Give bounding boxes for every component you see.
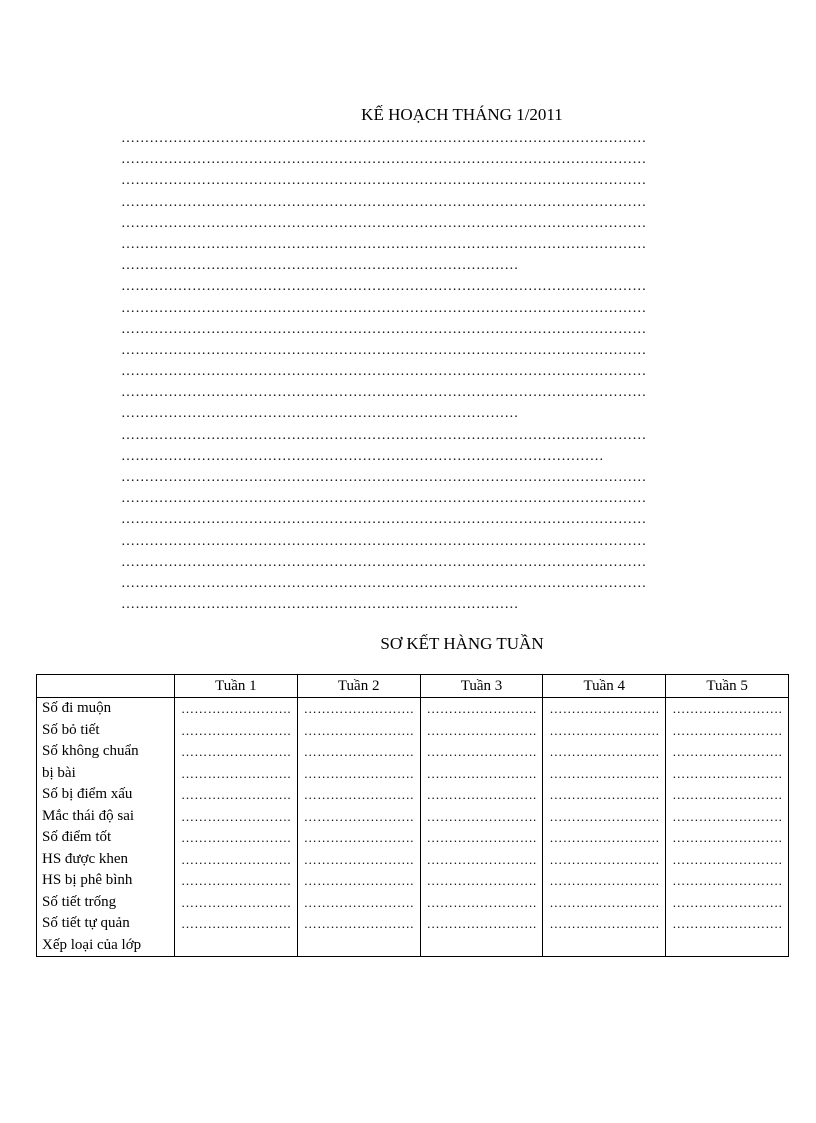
class-rating-entry[interactable] xyxy=(298,935,420,957)
dotted-line: ………………………………………………………………………… xyxy=(121,597,519,613)
dotted-line: ………………………………………………………………………………………………… xyxy=(121,152,647,168)
plan-dotted-lines xyxy=(121,128,786,615)
entry-dots[interactable]: ……………………. xyxy=(672,916,783,931)
class-rating-entry[interactable] xyxy=(666,935,788,957)
class-rating-entry[interactable] xyxy=(175,935,297,957)
entry-dots[interactable]: ……………………. xyxy=(672,808,783,824)
entry-dots[interactable]: ……………………. xyxy=(549,787,660,802)
dotted-line: ………………………………………………………………………………………………… xyxy=(121,321,647,337)
week-header: Tuần 2 xyxy=(297,675,420,698)
entry-dots[interactable]: ……………………. xyxy=(303,744,414,759)
entry-dots[interactable]: ……………………. xyxy=(181,787,291,802)
entry-dots[interactable]: ……………………. xyxy=(181,916,291,931)
entry-dots[interactable]: ……………………. xyxy=(549,808,660,824)
entry-dots[interactable]: ……………………. xyxy=(426,830,537,845)
criteria-label: HS bị phê bình xyxy=(42,872,133,888)
week-header: Tuần 5 xyxy=(666,675,789,698)
criteria-label: Xếp loại của lớp xyxy=(42,936,142,953)
entry-dots[interactable]: ……………………. xyxy=(426,765,537,781)
criteria-label: Số điểm tốt xyxy=(42,829,112,845)
entry-dots[interactable]: ……………………. xyxy=(672,765,783,781)
week-entries xyxy=(420,698,543,957)
entry-dots[interactable]: ……………………. xyxy=(672,851,783,867)
entry-dots[interactable]: ……………………. xyxy=(426,808,537,824)
entry-dots[interactable]: ……………………. xyxy=(181,873,291,888)
entry-dots[interactable]: ……………………. xyxy=(303,765,414,781)
dotted-line: ………………………………………………………………………… xyxy=(121,258,519,274)
entry-dots[interactable]: ……………………. xyxy=(672,701,783,716)
week-entries xyxy=(297,698,420,957)
entry-dots[interactable]: ……………………. xyxy=(549,873,660,888)
weekly-summary-table xyxy=(36,674,789,957)
entry-dots[interactable]: ……………………. xyxy=(426,722,537,738)
criteria-label: Số không chuẩn xyxy=(42,743,139,759)
entry-dots[interactable]: ……………………. xyxy=(672,830,783,845)
entry-dots[interactable]: ……………………. xyxy=(426,787,537,802)
class-rating-entry[interactable] xyxy=(421,935,543,957)
dotted-line: ………………………………………………………………………………………………… xyxy=(121,512,647,528)
entry-dots[interactable]: ……………………. xyxy=(181,744,291,759)
dotted-line: ………………………………………………………………………………………………… xyxy=(121,364,647,380)
dotted-line: ………………………………………………………………………………………………… xyxy=(121,236,647,252)
dotted-line: ………………………………………………………………………………………………… xyxy=(121,554,647,570)
entry-dots[interactable]: ……………………. xyxy=(426,894,537,910)
criteria-label: Mắc thái độ sai xyxy=(42,807,135,824)
dotted-line: ………………………………………………………………………………………………… xyxy=(121,131,647,146)
entry-dots[interactable]: ……………………. xyxy=(549,916,660,931)
entry-dots[interactable]: ……………………. xyxy=(303,873,414,888)
entry-dots[interactable]: ……………………. xyxy=(426,873,537,888)
dotted-line: ………………………………………………………………………………………………… xyxy=(121,533,647,549)
week-entries xyxy=(543,698,666,957)
week-header: Tuần 1 xyxy=(175,675,298,698)
entry-dots[interactable]: ……………………. xyxy=(303,787,414,802)
entry-dots[interactable]: ……………………. xyxy=(181,808,291,824)
criteria-label: Số tiết tự quản xyxy=(42,915,130,931)
entry-dots[interactable]: ……………………. xyxy=(303,701,414,716)
entry-dots[interactable]: ……………………. xyxy=(549,894,660,910)
entry-dots[interactable]: ……………………. xyxy=(303,808,414,824)
entry-dots[interactable]: ……………………. xyxy=(426,701,537,716)
week-entries xyxy=(666,698,789,957)
table-row xyxy=(37,698,789,957)
dotted-line: ………………………………………………………………………………………………… xyxy=(121,300,647,316)
entry-dots[interactable]: ……………………. xyxy=(672,894,783,910)
entry-dots[interactable]: ……………………. xyxy=(303,830,414,845)
entry-dots[interactable]: ……………………. xyxy=(181,830,291,845)
criteria-label: Số bị điểm xấu xyxy=(42,786,133,802)
entry-dots[interactable]: ……………………. xyxy=(549,722,660,738)
corner-cell xyxy=(37,675,175,698)
entry-dots[interactable]: ……………………. xyxy=(672,744,783,759)
dotted-line: ………………………………………………………………………………………………… xyxy=(121,470,647,485)
criteria-label: Số bỏ tiết xyxy=(42,721,100,738)
entry-dots[interactable]: ……………………. xyxy=(549,744,660,759)
table-header-row xyxy=(37,675,789,698)
entry-dots[interactable]: ……………………. xyxy=(426,744,537,759)
criteria-label: HS được khen xyxy=(42,850,129,867)
entry-dots[interactable]: ……………………. xyxy=(303,722,414,738)
criteria-label: bị bài xyxy=(42,764,76,781)
entry-dots[interactable]: ……………………. xyxy=(303,894,414,910)
dotted-line: ………………………………………………………………………………………………… xyxy=(121,173,647,189)
entry-dots[interactable]: ……………………. xyxy=(549,830,660,845)
entry-dots[interactable]: ……………………. xyxy=(549,701,660,716)
week-entries xyxy=(175,698,298,957)
entry-dots[interactable]: ……………………. xyxy=(426,916,537,931)
week-header: Tuần 4 xyxy=(543,675,666,698)
entry-dots[interactable]: ……………………. xyxy=(672,787,783,802)
plan-title: KẾ HOẠCH THÁNG 1/2011 xyxy=(361,105,563,124)
dotted-line: ………………………………………………………………………………………………… xyxy=(121,342,647,358)
week-header: Tuần 3 xyxy=(420,675,543,698)
dotted-line: ………………………………………………………………………………………………… xyxy=(121,427,647,443)
entry-dots[interactable]: ……………………. xyxy=(672,873,783,888)
entry-dots[interactable]: ……………………. xyxy=(549,851,660,867)
entry-dots[interactable]: ……………………. xyxy=(181,894,291,910)
entry-dots[interactable]: ……………………. xyxy=(672,722,783,738)
entry-dots[interactable]: ……………………. xyxy=(181,722,291,738)
dotted-line: ………………………………………………………………………………………………… xyxy=(121,385,647,401)
entry-dots[interactable]: ……………………. xyxy=(303,851,414,867)
entry-dots[interactable]: ……………………. xyxy=(181,765,291,781)
criteria-label: Số tiết trống xyxy=(42,893,117,910)
summary-title: SƠ KẾT HÀNG TUẦN xyxy=(380,634,544,653)
criteria-labels xyxy=(37,698,175,957)
criteria-label: Số đi muộn xyxy=(42,700,112,716)
dotted-line: ………………………………………………………………………………………………… xyxy=(121,279,647,295)
entry-dots[interactable]: ……………………. xyxy=(181,701,291,716)
entry-dots[interactable]: ……………………. xyxy=(549,765,660,781)
dotted-line: ………………………………………………………………………………………………… xyxy=(121,491,647,507)
entry-dots[interactable]: ……………………. xyxy=(303,916,414,931)
dotted-line: ………………………………………………………………………………………………… xyxy=(121,575,647,591)
dotted-line: ………………………………………………………………………………………… xyxy=(121,448,604,464)
dotted-line: ………………………………………………………………………… xyxy=(121,406,519,422)
dotted-line: ………………………………………………………………………………………………… xyxy=(121,215,647,231)
entry-dots[interactable]: ……………………. xyxy=(426,851,537,867)
entry-dots[interactable]: ……………………. xyxy=(181,851,291,867)
dotted-line: ………………………………………………………………………………………………… xyxy=(121,194,647,210)
class-rating-entry[interactable] xyxy=(543,935,665,957)
